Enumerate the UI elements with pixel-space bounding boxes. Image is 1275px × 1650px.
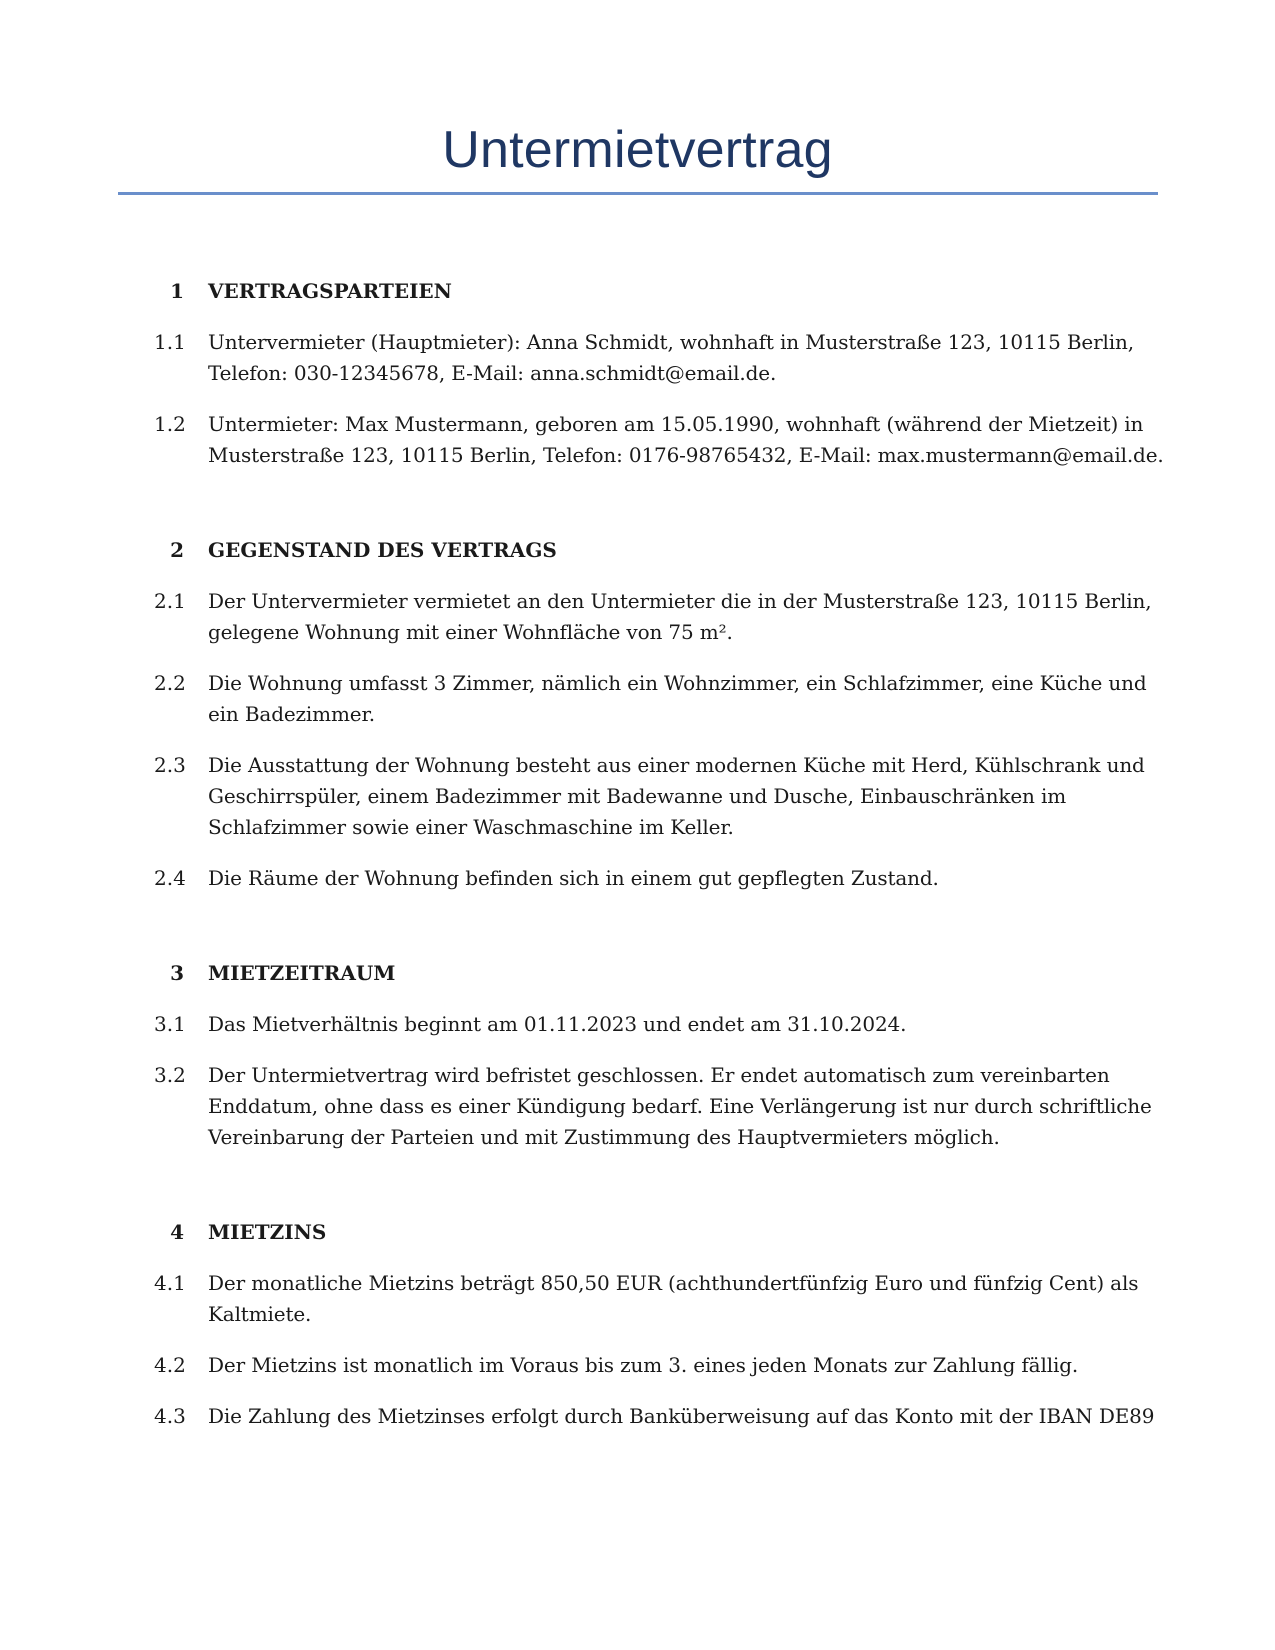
clause <box>0 327 1275 389</box>
clause-text: Der Untermietvertrag wird befristet geschlossen. Er endet automatisch zum vereinbarten Enddatum, ohne dass es einer Kündigung bedarf. Eine Verlängerung ist nur durch schriftliche Vereinbarung der Parteien und mit Zustimmung des Hauptvermieters möglich. <box>208 1063 1152 1149</box>
clause-text: Der Untervermieter vermietet an den Untermieter die in der Musterstraße 123, 10115 Berlin, gelegene Wohnung mit einer Wohnfläche von 75 m². <box>208 589 1152 644</box>
clause <box>0 1009 1275 1040</box>
clause-text: Der Mietzins ist monatlich im Voraus bis zum 3. eines jeden Monats zur Zahlung fällig. <box>208 1353 1079 1377</box>
title-underline <box>118 192 1158 195</box>
section-title: GEGENSTAND DES VERTRAGS <box>208 538 557 562</box>
clause <box>0 1268 1275 1330</box>
section-mietzins <box>0 1217 1275 1432</box>
section-title: MIETZEITRAUM <box>208 961 396 985</box>
clause-text: Untermieter: Max Mustermann, geboren am 15.05.1990, wohnhaft (während der Mietzeit) in Musterstraße 123, 10115 Berlin, Telefon: 0176-98765432, E-Mail: max.mustermann@email.de. <box>208 412 1164 467</box>
clause-number: 1.2 <box>154 412 186 436</box>
document-body <box>0 276 1275 1496</box>
section-number: 4 <box>170 1220 184 1244</box>
clause <box>0 409 1275 471</box>
section-title: MIETZINS <box>208 1220 327 1244</box>
clause-number: 4.2 <box>154 1353 186 1377</box>
clause-text: Die Ausstattung der Wohnung besteht aus einer modernen Küche mit Herd, Kühlschrank und Geschirrspüler, einem Badezimmer mit Badewanne und Dusche, Einbauschränken im Schlafzimmer sowie einer Waschmaschine im Keller. <box>208 753 1145 839</box>
section-title: VERTRAGSPARTEIEN <box>208 279 452 303</box>
clause-number: 2.4 <box>154 866 186 890</box>
clause <box>0 750 1275 843</box>
clause <box>0 863 1275 894</box>
clause-number: 4.3 <box>154 1404 186 1428</box>
section-heading <box>0 535 1275 565</box>
clause <box>0 586 1275 648</box>
section-number: 3 <box>170 961 184 985</box>
section-heading <box>0 958 1275 988</box>
clause-number: 3.1 <box>154 1012 186 1036</box>
clause-text: Der monatliche Mietzins beträgt 850,50 EUR (achthundertfünfzig Euro und fünfzig Cent) als Kaltmiete. <box>208 1271 1139 1326</box>
clause-number: 2.3 <box>154 753 186 777</box>
clause <box>0 668 1275 730</box>
clause-number: 1.1 <box>154 330 186 354</box>
section-mietzeitraum <box>0 958 1275 1153</box>
clause-text: Untervermieter (Hauptmieter): Anna Schmidt, wohnhaft in Musterstraße 123, 10115 Berlin, Telefon: 030-12345678, E-Mail: anna.schmidt@email.de. <box>208 330 1134 385</box>
section-heading <box>0 276 1275 306</box>
clause-number: 3.2 <box>154 1063 186 1087</box>
clause-number: 2.2 <box>154 671 186 695</box>
clause-text: Das Mietverhältnis beginnt am 01.11.2023 und endet am 31.10.2024. <box>208 1012 907 1036</box>
section-number: 2 <box>170 538 184 562</box>
clause-text: Die Räume der Wohnung befinden sich in einem gut gepflegten Zustand. <box>208 866 939 890</box>
section-vertragsparteien <box>0 276 1275 471</box>
clause-text: Die Wohnung umfasst 3 Zimmer, nämlich ein Wohnzimmer, ein Schlafzimmer, eine Küche und ein Badezimmer. <box>208 671 1147 726</box>
clause-text: Die Zahlung des Mietzinses erfolgt durch Banküberweisung auf das Konto mit der IBAN DE89 <box>208 1404 1155 1428</box>
section-gegenstand <box>0 535 1275 894</box>
section-heading <box>0 1217 1275 1247</box>
clause <box>0 1401 1275 1432</box>
section-number: 1 <box>170 279 184 303</box>
clause-number: 4.1 <box>154 1271 186 1295</box>
clause <box>0 1350 1275 1381</box>
clause-number: 2.1 <box>154 589 186 613</box>
document-title: Untermietvertrag <box>442 121 833 179</box>
clause <box>0 1060 1275 1153</box>
